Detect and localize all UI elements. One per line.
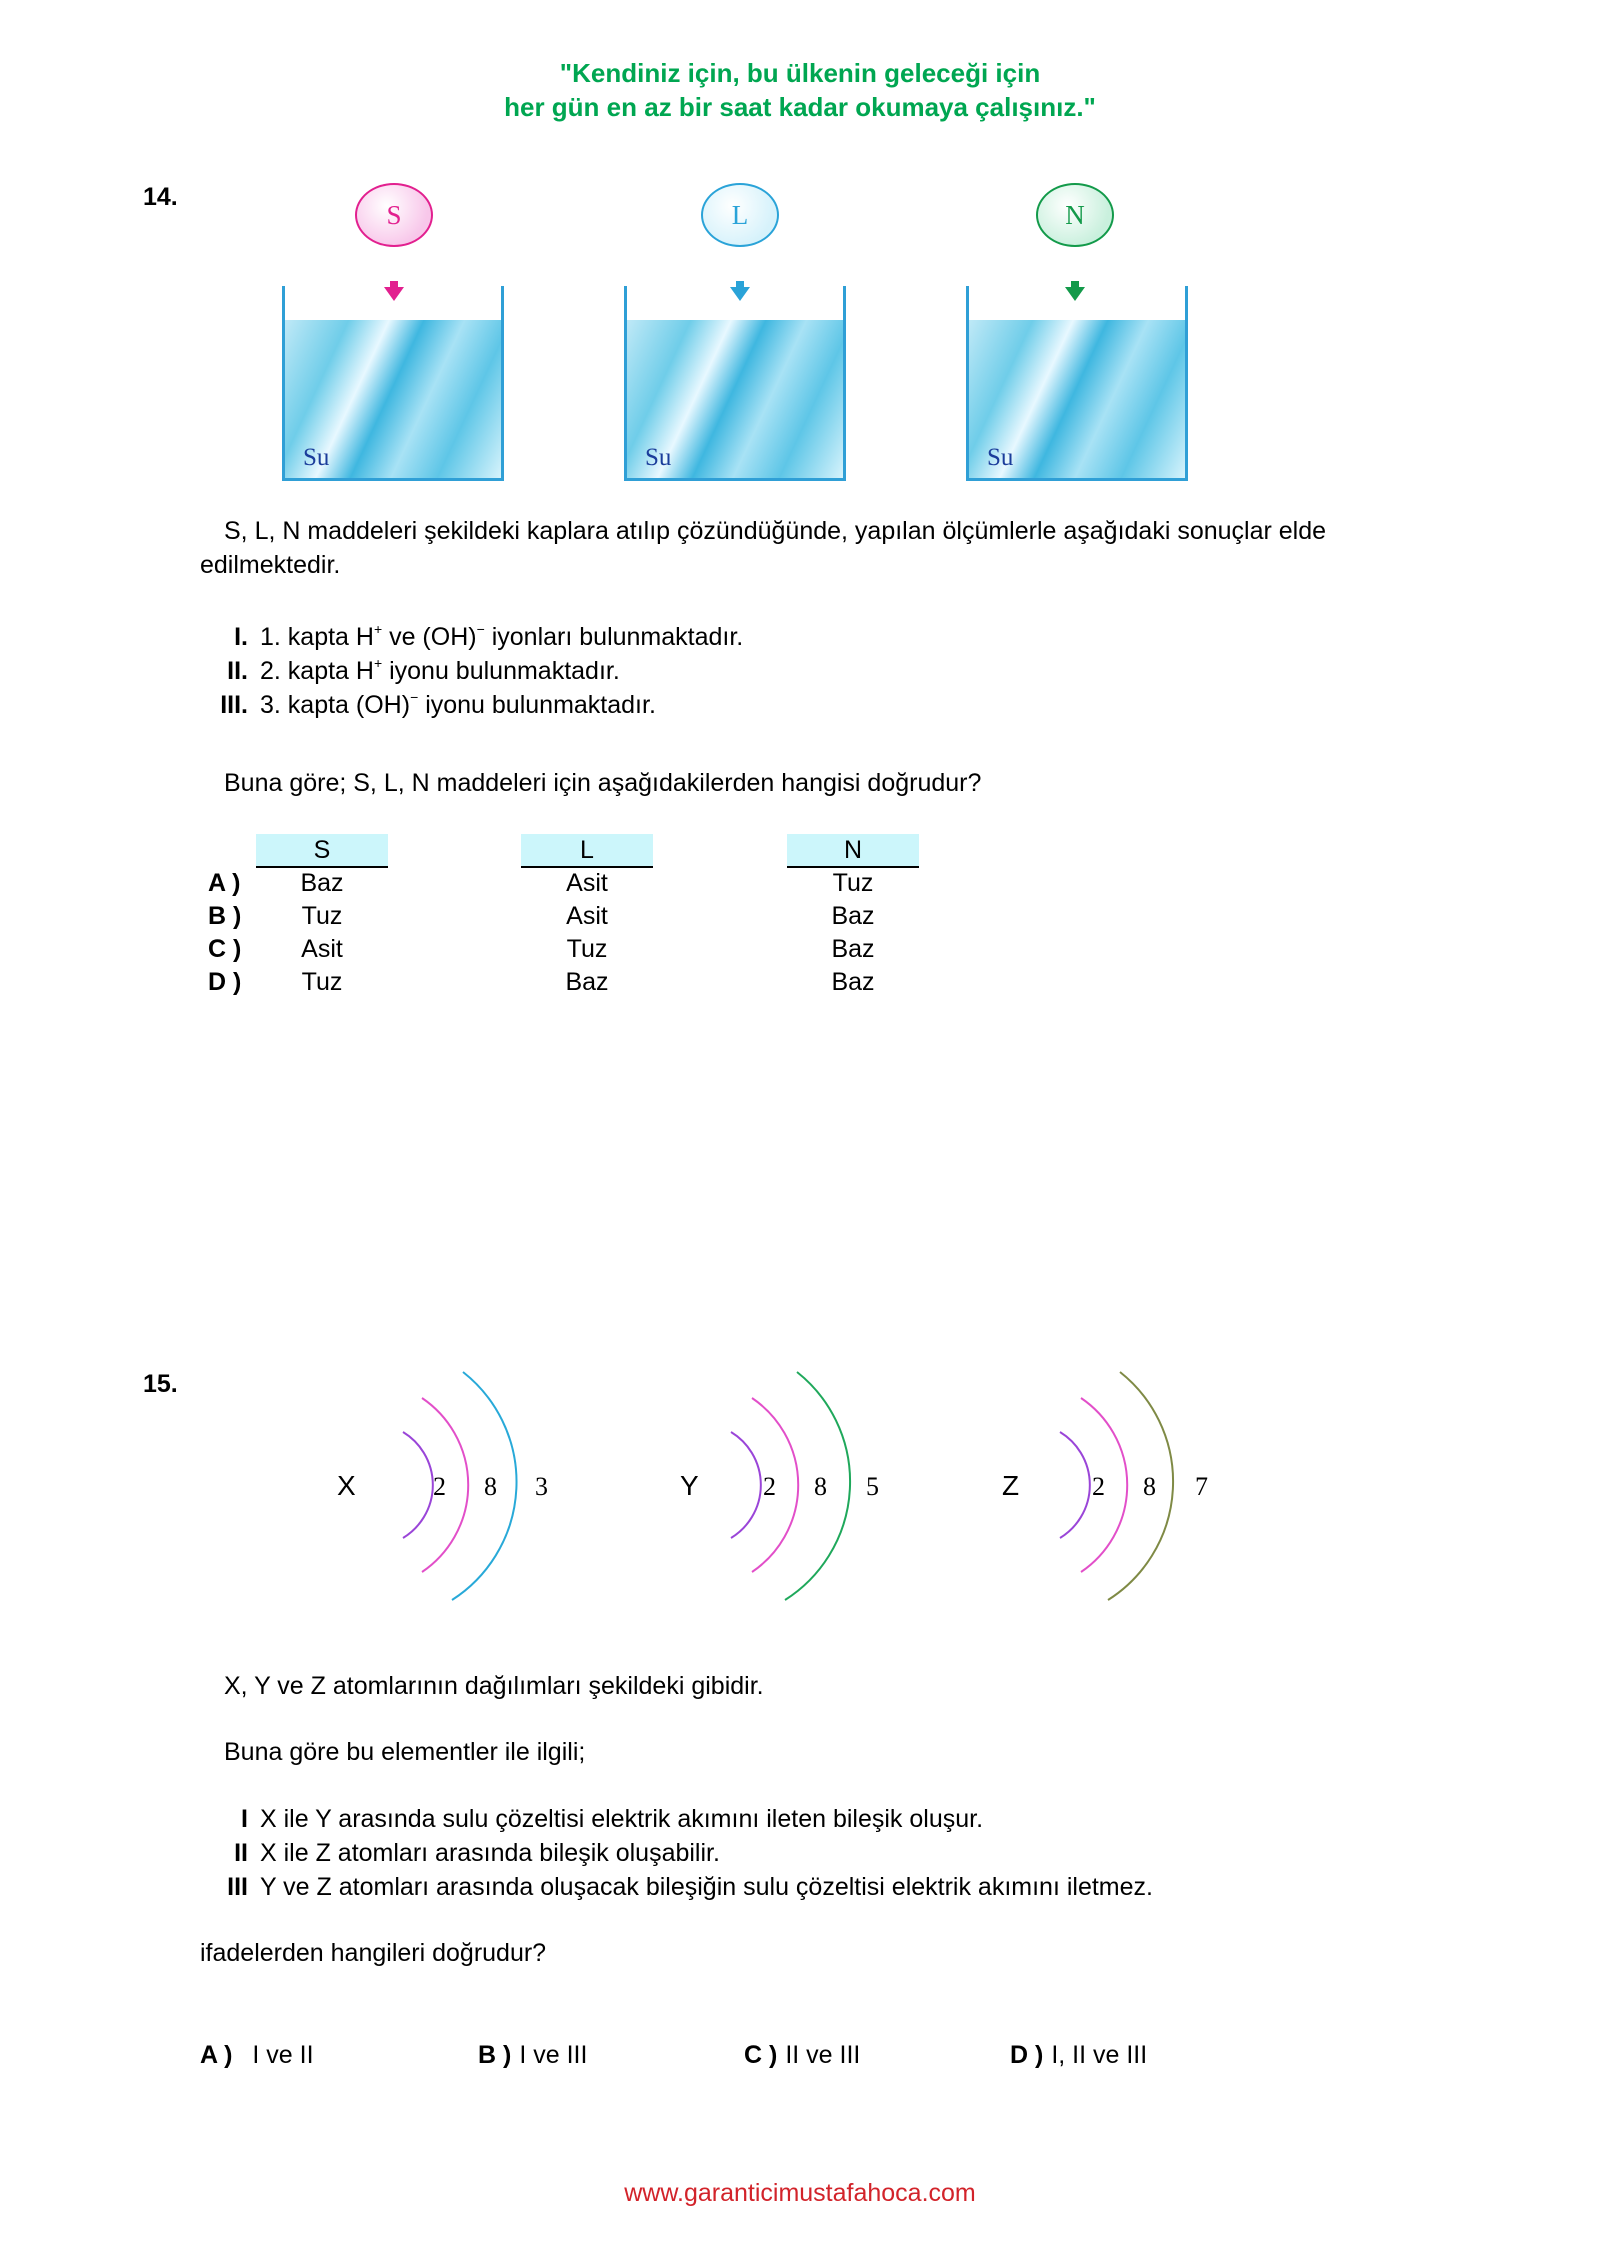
- statement-text: iyonu bulunmaktadır.: [418, 691, 656, 719]
- beaker-1-label: Su: [303, 444, 330, 471]
- option-row-b[interactable]: [208, 900, 919, 933]
- substance-l-ball: [701, 183, 779, 247]
- option-value-s: Tuz: [301, 902, 343, 930]
- atom-y-shell-1: 2: [763, 1472, 776, 1501]
- statement-text: iyonu bulunmaktadır.: [382, 657, 620, 685]
- statement-number: III: [227, 1873, 248, 1901]
- table-header-n: N: [787, 834, 919, 868]
- atom-z-shells: [998, 1360, 1248, 1610]
- answer-text: II ve III: [785, 2041, 861, 2069]
- atom-x-shell-1: 2: [433, 1472, 446, 1501]
- atom-x: [330, 1360, 580, 1610]
- option-value-s: Asit: [301, 935, 343, 963]
- beaker-1: [282, 286, 504, 481]
- statement-number: I: [241, 1805, 248, 1833]
- statement-text: 3. kapta (OH): [260, 691, 411, 719]
- beaker-2: [624, 286, 846, 481]
- answer-label: A ): [200, 2041, 233, 2069]
- substance-l-label: L: [731, 199, 749, 230]
- q15-intro: X, Y ve Z atomlarının dağılımları şekildeki gibidir.: [224, 1672, 764, 1700]
- statement-text: Y ve Z atomları arasında oluşacak bileşiğin sulu çözeltisi elektrik akımını iletmez.: [260, 1873, 1153, 1901]
- statement-number: II: [234, 1839, 248, 1867]
- option-value-l: Baz: [565, 968, 609, 996]
- quote-line-1: "Kendiniz için, bu ülkenin geleceği için: [559, 58, 1041, 88]
- beaker-3: [966, 286, 1188, 481]
- statement-text: 1. kapta H: [260, 623, 374, 651]
- option-value-l: Asit: [566, 869, 608, 897]
- option-row-a[interactable]: [208, 867, 919, 900]
- atom-y-shell-3: 5: [866, 1472, 879, 1501]
- atom-y-shell-2: 8: [814, 1472, 827, 1501]
- header-quote: [0, 56, 1600, 124]
- option-value-n: Baz: [831, 935, 875, 963]
- atom-y: [680, 1360, 936, 1610]
- statement-text: iyonları bulunmaktadır.: [484, 623, 744, 651]
- atom-z-shell-1-arc: [1060, 1432, 1090, 1538]
- q15-lead: Buna göre bu elementler ile ilgili;: [224, 1738, 586, 1766]
- q14-statement-1: [200, 620, 743, 654]
- answer-a[interactable]: [200, 2038, 314, 2072]
- q15-statement-3: [200, 1870, 1153, 1904]
- statement-text: X ile Y arasında sulu çözeltisi elektrik akımını ileten bileşik oluşur.: [260, 1805, 984, 1833]
- option-row-c[interactable]: [208, 933, 919, 966]
- atom-x-shell-1-arc: [403, 1432, 433, 1538]
- statement-sup: +: [373, 620, 383, 637]
- atom-y-shells: [686, 1360, 936, 1610]
- beaker-3-label: Su: [987, 444, 1014, 471]
- statement-text: 2. kapta H: [260, 657, 374, 685]
- atom-y-symbol: Y: [680, 1470, 699, 1501]
- option-label: D ): [208, 968, 242, 996]
- option-row-d[interactable]: [208, 966, 919, 999]
- answer-label: D ): [1010, 2041, 1044, 2069]
- option-value-n: Baz: [831, 902, 875, 930]
- answer-text: I, II ve III: [1051, 2041, 1148, 2069]
- q15-statement-2: [200, 1836, 1153, 1870]
- atom-z-shell-3: 7: [1195, 1472, 1208, 1501]
- q15-statement-1: [200, 1802, 1153, 1836]
- statement-text: X ile Z atomları arasında bileşik oluşabilir.: [260, 1839, 720, 1867]
- answer-b[interactable]: [478, 2038, 587, 2072]
- quote-line-2: her gün en az bir saat kadar okumaya çalışınız.": [504, 92, 1096, 122]
- q14-intro: S, L, N maddeleri şekildeki kaplara atılıp çözündüğünde, yapılan ölçümlerle aşağıdaki sonuçlar elde edilmektedir.: [200, 517, 1327, 579]
- option-value-l: Tuz: [566, 935, 608, 963]
- option-value-n: Tuz: [832, 869, 874, 897]
- q14-statement-3: [200, 688, 743, 722]
- atom-x-shell-3: 3: [535, 1472, 548, 1501]
- statement-number: I.: [234, 623, 248, 651]
- atom-y-shell-1-arc: [731, 1432, 761, 1538]
- atom-z: [998, 1360, 1248, 1610]
- answer-c[interactable]: [744, 2038, 860, 2072]
- answer-text: I ve II: [252, 2041, 314, 2069]
- question-15-number: 15.: [143, 1370, 178, 1398]
- option-value-s: Baz: [300, 869, 344, 897]
- atom-x-shell-2: 8: [484, 1472, 497, 1501]
- atom-z-symbol: Z: [1002, 1470, 1020, 1501]
- question-14-number: 14.: [143, 183, 178, 211]
- answer-label: B ): [478, 2041, 512, 2069]
- option-value-n: Baz: [831, 968, 875, 996]
- statement-number: III.: [220, 691, 248, 719]
- answer-d[interactable]: [1010, 2038, 1147, 2072]
- substance-n-ball: [1036, 183, 1114, 247]
- option-value-l: Asit: [566, 902, 608, 930]
- statement-sup: −: [410, 688, 419, 705]
- statement-sup: −: [476, 620, 485, 637]
- statement-number: II.: [227, 657, 248, 685]
- atom-z-shell-1: 2: [1092, 1472, 1105, 1501]
- substance-n-label: N: [1065, 199, 1085, 230]
- q15-question: ifadelerden hangileri doğrudur?: [200, 1939, 547, 1967]
- statement-text: ve (OH): [382, 623, 477, 651]
- atom-z-shell-3-arc: [1108, 1372, 1173, 1600]
- answer-label: C ): [744, 2041, 778, 2069]
- atom-x-symbol: X: [337, 1470, 356, 1501]
- option-label: C ): [208, 935, 242, 963]
- q14-question: Buna göre; S, L, N maddeleri için aşağıdakilerden hangisi doğrudur?: [224, 769, 982, 797]
- q14-statements: [200, 620, 743, 722]
- table-header-l: L: [521, 834, 653, 868]
- q14-statement-2: [200, 654, 743, 688]
- answer-text: I ve III: [519, 2041, 588, 2069]
- substance-s-label: S: [386, 199, 402, 230]
- beaker-2-label: Su: [645, 444, 672, 471]
- footer-website-link[interactable]: www.garanticimustafahoca.com: [624, 2179, 976, 2207]
- option-label: A ): [208, 869, 241, 897]
- atom-z-shell-2: 8: [1143, 1472, 1156, 1501]
- atom-diagrams: [330, 1360, 1230, 1610]
- statement-sup: +: [373, 654, 383, 671]
- table-header-s: S: [256, 834, 388, 868]
- substance-s-ball: [355, 183, 433, 247]
- q15-statements: [200, 1802, 1153, 1904]
- q14-options: [208, 867, 919, 999]
- option-value-s: Tuz: [301, 968, 343, 996]
- option-label: B ): [208, 902, 242, 930]
